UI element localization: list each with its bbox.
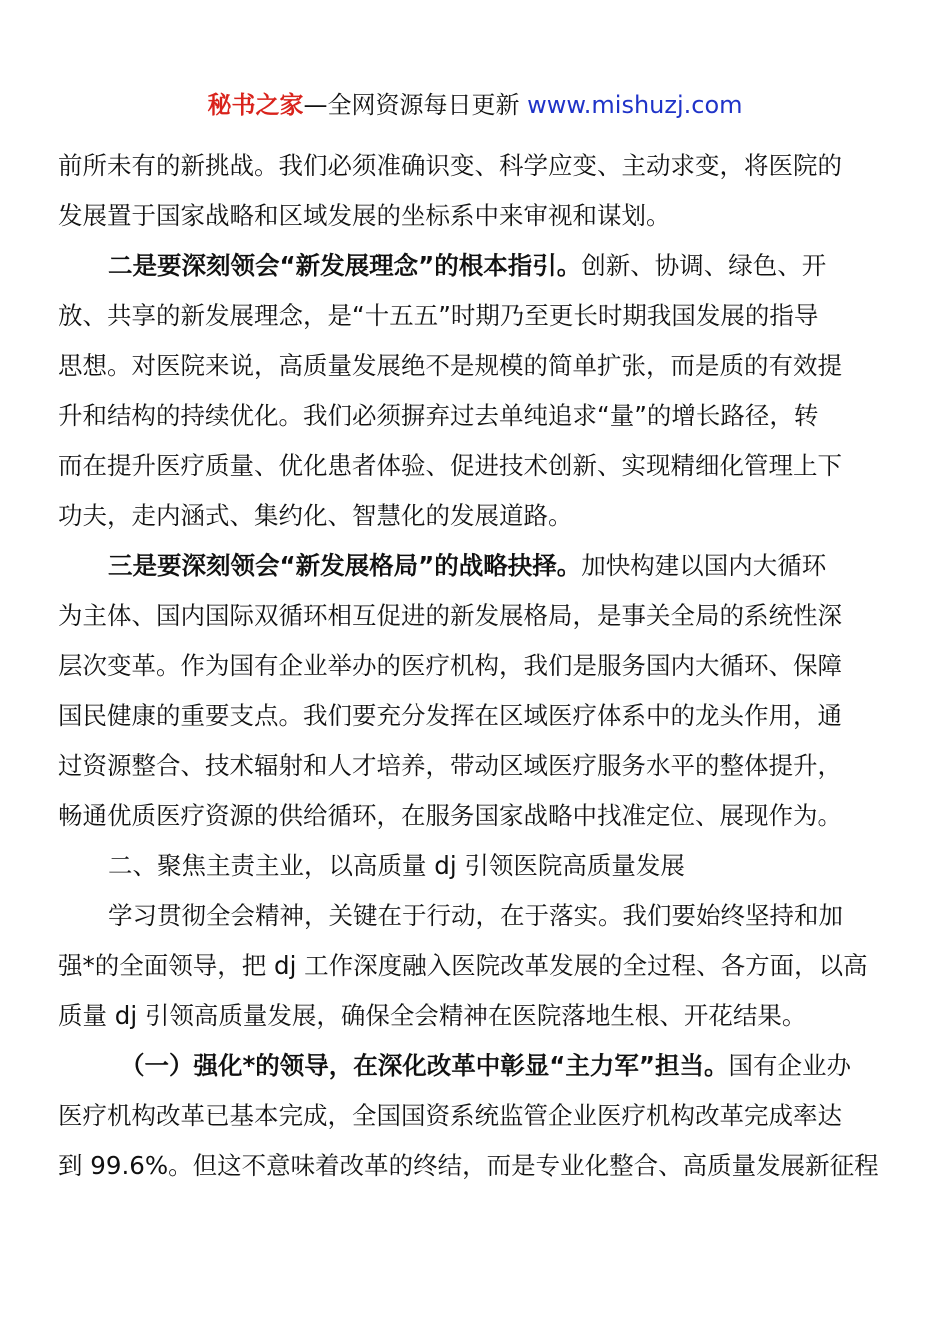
paragraph-implementation — [58, 891, 894, 1041]
header-tagline: —全网资源每日更新 — [303, 91, 528, 119]
text-fragment: 创新、协调、绿色、开 — [581, 251, 827, 280]
text-fragment: 国有企业办 — [728, 1051, 852, 1080]
text-line: 医疗机构改革已基本完成，全国国资系统监管企业医疗机构改革完成率达 — [58, 1101, 842, 1130]
site-header — [0, 88, 950, 122]
text-line: 学习贯彻全会精神，关键在于行动，在于落实。我们要始终坚持和加 — [108, 901, 843, 930]
text-line: 放、共享的新发展理念，是“十五五”时期乃至更长时期我国发展的指导 — [58, 301, 819, 330]
text-line: 思想。对医院来说，高质量发展绝不是规模的简单扩张，而是质的有效提 — [58, 351, 842, 380]
text-line: 功夫，走内涵式、集约化、智慧化的发展道路。 — [58, 501, 573, 530]
text-line: 国民健康的重要支点。我们要充分发挥在区域医疗体系中的龙头作用，通 — [58, 701, 842, 730]
text-line — [58, 541, 894, 591]
text-line: 到 99.6%。但这不意味着改革的终结，而是专业化整合、高质量发展新征程 — [58, 1151, 879, 1180]
brand-name: 秘书之家 — [207, 91, 304, 119]
paragraph-lead-heading: （一）强化*的领导，在深化改革中彰显“主力军”担当。 — [120, 1051, 729, 1080]
paragraph-continuation — [58, 141, 894, 241]
paragraph-strengthen-leadership — [58, 1041, 894, 1191]
paragraph-lead-heading: 二是要深刻领会“新发展理念”的根本指引。 — [108, 251, 582, 280]
paragraph-new-development-pattern — [58, 541, 894, 841]
text-line: 质量 dj 引领高质量发展，确保全会精神在医院落地生根、开花结果。 — [58, 1001, 807, 1030]
text-line: 前所未有的新挑战。我们必须准确识变、科学应变、主动求变，将医院的 — [58, 151, 842, 180]
text-line: 二、聚焦主责主业，以高质量 dj 引领医院高质量发展 — [108, 851, 685, 880]
text-line: 发展置于国家战略和区域发展的坐标系中来审视和谋划。 — [58, 201, 671, 230]
site-url-link[interactable]: www.mishuzj.com — [527, 91, 743, 119]
text-line: 为主体、国内国际双循环相互促进的新发展格局，是事关全局的系统性深 — [58, 601, 842, 630]
text-line: 强*的全面领导，把 dj 工作深度融入医院改革发展的全过程、各方面，以高 — [58, 951, 868, 980]
section-heading — [58, 841, 894, 891]
paragraph-new-development-concept — [58, 241, 894, 541]
text-line: 过资源整合、技术辐射和人才培养，带动区域医疗服务水平的整体提升， — [58, 751, 842, 780]
document-body — [58, 141, 894, 1191]
text-line: 升和结构的持续优化。我们必须摒弃过去单纯追求“量”的增长路径，转 — [58, 401, 819, 430]
paragraph-lead-heading: 三是要深刻领会“新发展格局”的战略抉择。 — [108, 551, 582, 580]
text-line: 畅通优质医疗资源的供给循环，在服务国家战略中找准定位、展现作为。 — [58, 801, 842, 830]
text-line — [58, 1041, 894, 1091]
text-fragment: 加快构建以国内大循环 — [581, 551, 827, 580]
text-line: 层次变革。作为国有企业举办的医疗机构，我们是服务国内大循环、保障 — [58, 651, 842, 680]
text-line — [58, 241, 894, 291]
text-line: 而在提升医疗质量、优化患者体验、促进技术创新、实现精细化管理上下 — [58, 451, 842, 480]
